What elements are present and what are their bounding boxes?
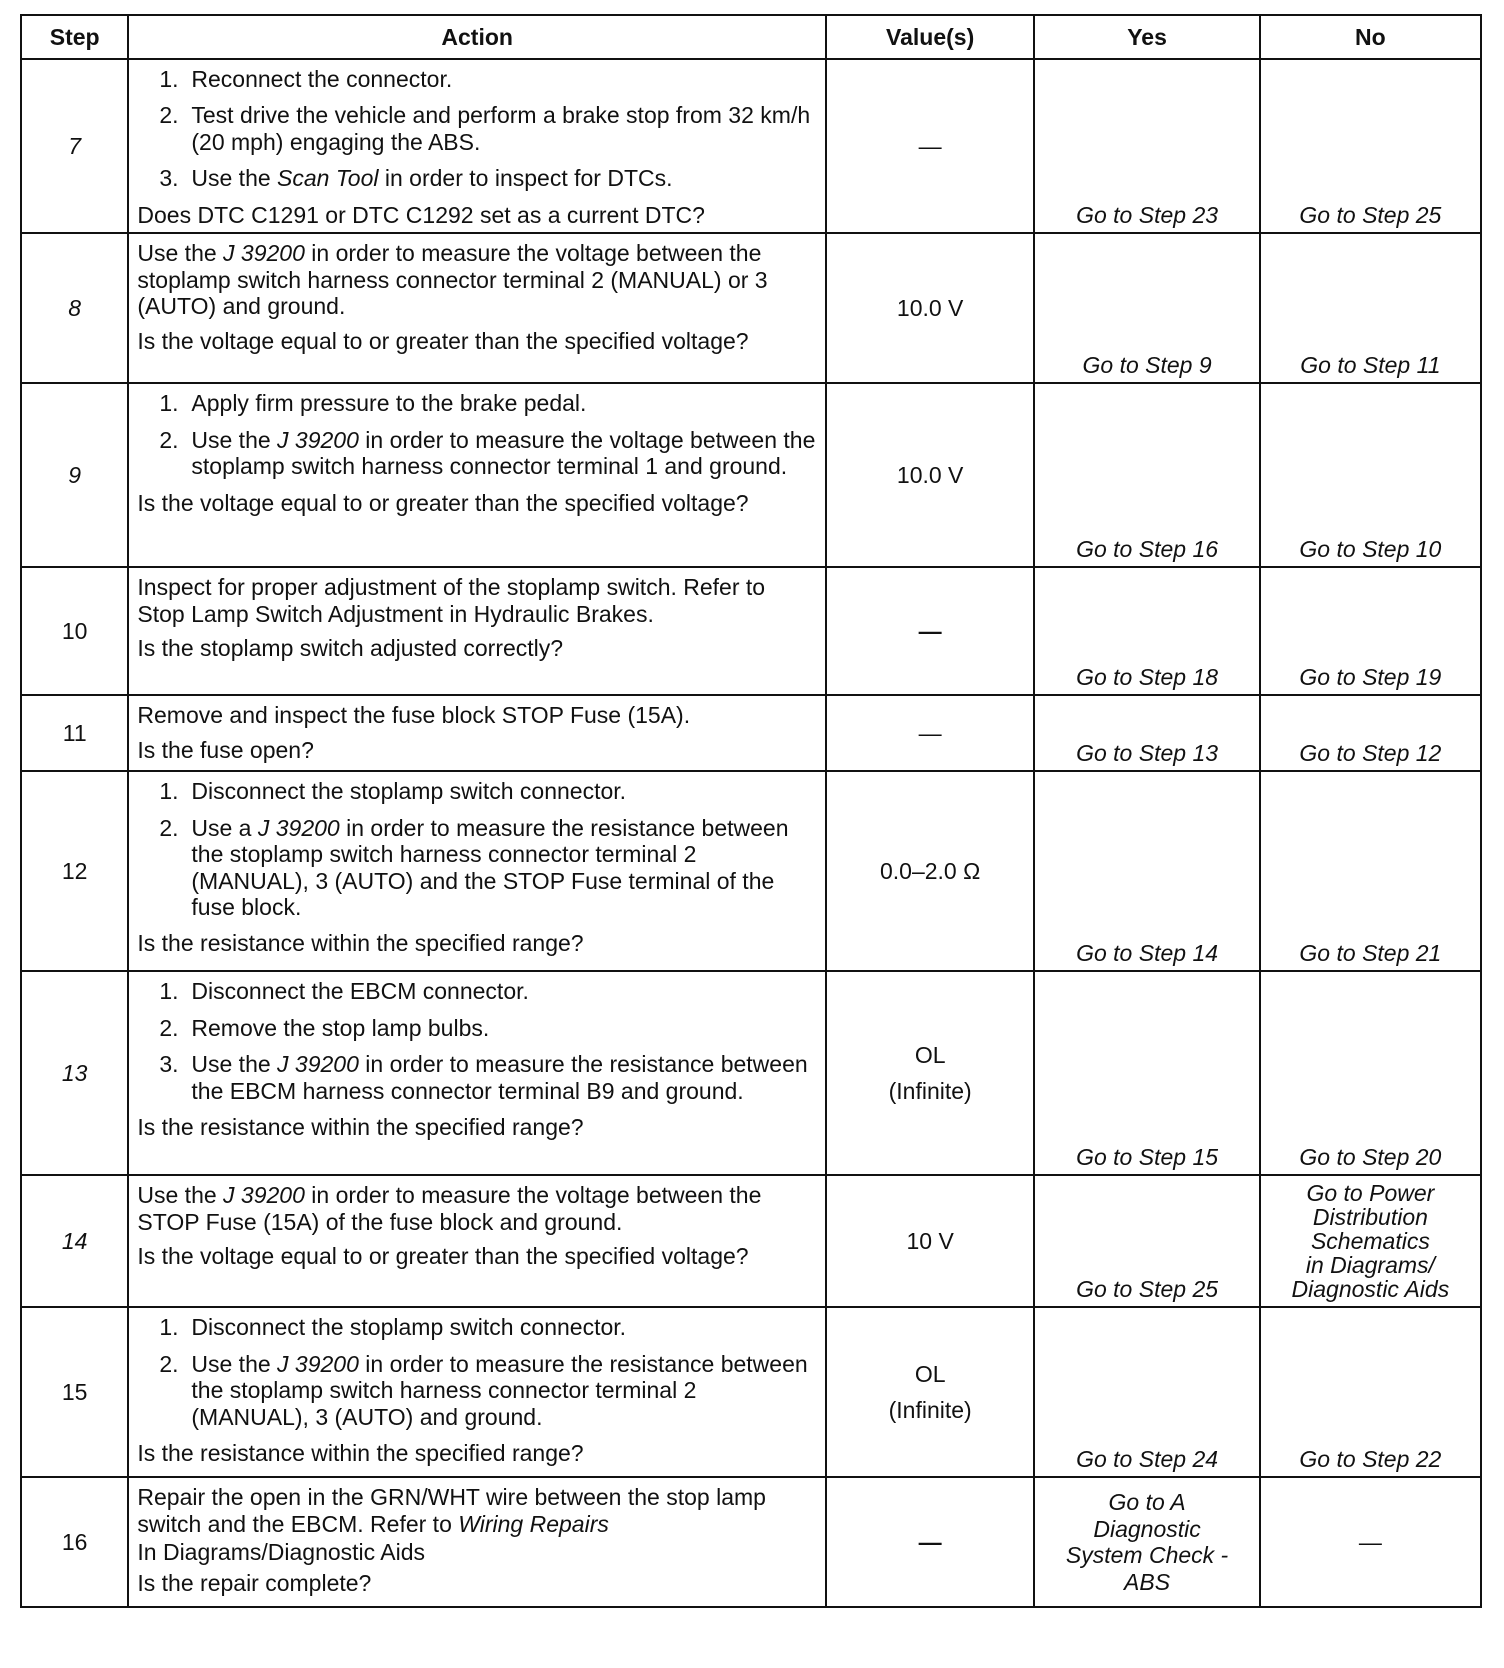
yes-cell: Go to Step 13	[1034, 695, 1259, 771]
action-cell: 1. Disconnect the stoplamp switch connector. 2. Use a J 39200 in order to measure the resistance between the stoplamp switch harness connector terminal 2 (MANUAL), 3 (AUTO) and the STOP Fuse terminal of the fuse block. Is the resistance within the specified range?	[128, 771, 826, 971]
value-text: OL	[914, 1360, 946, 1387]
table-row	[21, 59, 1481, 233]
question-text: Is the fuse open?	[137, 736, 314, 763]
value-note: (Infinite)	[888, 1397, 972, 1424]
step-number: 14	[21, 1175, 128, 1307]
no-cell: Go to Step 25	[1260, 59, 1481, 233]
tool-name: J 39200	[223, 1182, 305, 1209]
question-text: Is the voltage equal to or greater than the specified voltage?	[137, 327, 749, 354]
header-row	[21, 15, 1481, 59]
action-text: Use the	[137, 240, 224, 267]
action-text: in order to measure the voltage between the stoplamp switch harness connector terminal 2 (MANUAL) or 3 (AUTO) and ground.	[137, 240, 768, 320]
value-cell: —	[826, 695, 1034, 771]
no-cell	[1260, 1175, 1481, 1307]
step-number: 9	[21, 383, 128, 567]
substep-text: Reconnect the connector.	[191, 66, 453, 92]
no-cell: Go to Step 12	[1260, 695, 1481, 771]
no-cell: Go to Step 19	[1260, 567, 1481, 695]
step-number: 16	[21, 1477, 128, 1607]
reference-text: Wiring Repairs	[458, 1510, 609, 1537]
no-cell: Go to Step 22	[1260, 1307, 1481, 1477]
value-text: OL	[914, 1041, 946, 1068]
header-yes: Yes	[1034, 15, 1259, 59]
action-cell: 1. Disconnect the EBCM connector. 2. Remove the stop lamp bulbs. 3. Use the J 39200 in order to measure the resistance between the EBCM harness connector terminal B9 and ground. Is the resistance within the specified range?	[128, 971, 826, 1175]
action-text: Inspect for proper adjustment of the stoplamp switch. Refer to Stop Lamp Switch Adjustment in Hydraulic Brakes.	[137, 574, 766, 627]
action-text: Repair the open in the GRN/WHT wire between the stop lamp switch and the EBCM. Refer to	[137, 1484, 766, 1537]
question-text: Is the repair complete?	[137, 1569, 372, 1596]
header-action: Action	[128, 15, 826, 59]
question-text: Is the resistance within the specified range?	[137, 930, 584, 957]
header-no: No	[1260, 15, 1481, 59]
question-text: Does DTC C1291 or DTC C1292 set as a current DTC?	[137, 201, 705, 228]
action-cell	[128, 695, 826, 771]
header-step: Step	[21, 15, 128, 59]
substep-text: Use the	[191, 165, 278, 192]
action-cell	[128, 567, 826, 695]
tool-name: J 39200	[277, 1051, 359, 1078]
substep-text: in order to inspect for DTCs.	[378, 165, 673, 192]
action-cell	[128, 1175, 826, 1307]
value-note: (Infinite)	[888, 1078, 972, 1105]
value-cell	[826, 971, 1034, 1175]
yes-cell: Go to Step 14	[1034, 771, 1259, 971]
value-cell: 10 V	[826, 1175, 1034, 1307]
tool-name: J 39200	[257, 814, 340, 841]
tool-name: J 39200	[277, 426, 359, 453]
step-number: 12	[21, 771, 128, 971]
action-text: in order to measure the voltage between the STOP Fuse (15A) of the fuse block and ground.	[137, 1182, 762, 1235]
substep-text: Apply firm pressure to the brake pedal.	[191, 390, 587, 417]
yes-cell: Go to Step 24	[1034, 1307, 1259, 1477]
yes-cell: Go to Step 9	[1034, 233, 1259, 383]
value-cell: 10.0 V	[826, 233, 1034, 383]
no-cell: Go to Step 20	[1260, 971, 1481, 1175]
value-cell	[826, 1307, 1034, 1477]
substep-text: in order to measure the resistance between the stoplamp switch harness connector terminal 2 (MANUAL), 3 (AUTO) and ground.	[191, 1350, 808, 1430]
substep-text: in order to measure the resistance between the EBCM harness connector terminal B9 and ground.	[191, 1051, 808, 1104]
value-cell: —	[826, 567, 1034, 695]
tool-name: Scan Tool	[277, 165, 379, 192]
table-row	[21, 233, 1481, 383]
table-row	[21, 1307, 1481, 1477]
action-text: Remove and inspect the fuse block STOP Fuse (15A).	[137, 702, 691, 729]
table-row	[21, 1477, 1481, 1607]
question-text: Is the resistance within the specified range?	[137, 1439, 584, 1466]
step-number: 15	[21, 1307, 128, 1477]
table-row	[21, 383, 1481, 567]
action-cell	[128, 233, 826, 383]
step-number: 11	[21, 695, 128, 771]
step-number: 13	[21, 971, 128, 1175]
yes-cell: Go to Step 15	[1034, 971, 1259, 1175]
action-cell: 1. Disconnect the stoplamp switch connector. 2. Use the J 39200 in order to measure the resistance between the stoplamp switch harness connector terminal 2 (MANUAL), 3 (AUTO) and ground. Is the resistance within the specified range?	[128, 1307, 826, 1477]
substep-text: Test drive the vehicle and perform a brake stop from 32 km/h (20 mph) engaging the ABS.	[191, 102, 811, 155]
table-row	[21, 971, 1481, 1175]
no-cell: Go to Step 21	[1260, 771, 1481, 971]
table-row	[21, 695, 1481, 771]
yes-cell: Go to Step 16	[1034, 383, 1259, 567]
table-row	[21, 1175, 1481, 1307]
table-row	[21, 771, 1481, 971]
table-row	[21, 567, 1481, 695]
substep-text: Use the	[191, 426, 278, 453]
tool-name: J 39200	[223, 240, 305, 267]
substep-text: Use the	[191, 1350, 278, 1377]
question-text: Is the voltage equal to or greater than the specified voltage?	[137, 1243, 749, 1270]
no-text: Go to	[1306, 1179, 1370, 1206]
yes-cell: Go to Step 25	[1034, 1175, 1259, 1307]
no-cell: Go to Step 10	[1260, 383, 1481, 567]
substep-text: in order to measure the voltage between the stoplamp switch harness connector terminal 1 and ground.	[191, 426, 816, 480]
substep-text: Disconnect the stoplamp switch connector.	[191, 1314, 627, 1341]
action-text: In Diagrams/Diagnostic Aids	[137, 1539, 426, 1566]
action-cell: 1. Reconnect the connector. 2. Test drive the vehicle and perform a brake stop from 32 km/h (20 mph) engaging the ABS. 3. Use the Scan Tool in order to inspect for DTCs. Does DTC C1291 or DTC C1292 set as a current DTC?	[128, 59, 826, 233]
step-number: 8	[21, 233, 128, 383]
no-cell: —	[1260, 1477, 1481, 1607]
action-text: Use the	[137, 1182, 224, 1209]
header-values: Value(s)	[826, 15, 1034, 59]
yes-cell: Go to A Diagnostic System Check - ABS	[1034, 1477, 1259, 1607]
tool-name: J 39200	[277, 1350, 359, 1377]
yes-cell: Go to Step 23	[1034, 59, 1259, 233]
substep-text: Remove the stop lamp bulbs.	[191, 1014, 490, 1041]
substep-text: Disconnect the EBCM connector.	[191, 978, 529, 1005]
question-text: Is the voltage equal to or greater than the specified voltage?	[137, 489, 749, 516]
substep-text: Disconnect the stoplamp switch connector.	[191, 778, 627, 805]
substep-text: Use the	[191, 1051, 278, 1078]
question-text: Is the resistance within the specified range?	[137, 1113, 584, 1140]
value-cell: 0.0–2.0 Ω	[826, 771, 1034, 971]
question-text: Is the stoplamp switch adjusted correctly?	[137, 635, 564, 662]
no-text: in Diagrams/ Diagnostic Aids	[1291, 1252, 1450, 1303]
step-number: 7	[21, 59, 128, 233]
step-number: 10	[21, 567, 128, 695]
no-link-text: Power Distribution Schematics	[1310, 1179, 1435, 1255]
action-cell	[128, 1477, 826, 1607]
yes-cell: Go to Step 18	[1034, 567, 1259, 695]
substep-text: Use a	[191, 814, 258, 841]
value-cell: —	[826, 1477, 1034, 1607]
action-cell: 1. Apply firm pressure to the brake pedal. 2. Use the J 39200 in order to measure the voltage between the stoplamp switch harness connector terminal 1 and ground. Is the voltage equal to or greater than the specified voltage?	[128, 383, 826, 567]
diagnostic-table	[20, 14, 1482, 1608]
value-cell: —	[826, 59, 1034, 233]
substep-text: in order to measure the resistance between the stoplamp switch harness connector terminal 2 (MANUAL), 3 (AUTO) and the STOP Fuse terminal of the fuse block.	[191, 814, 789, 920]
no-cell: Go to Step 11	[1260, 233, 1481, 383]
value-cell: 10.0 V	[826, 383, 1034, 567]
